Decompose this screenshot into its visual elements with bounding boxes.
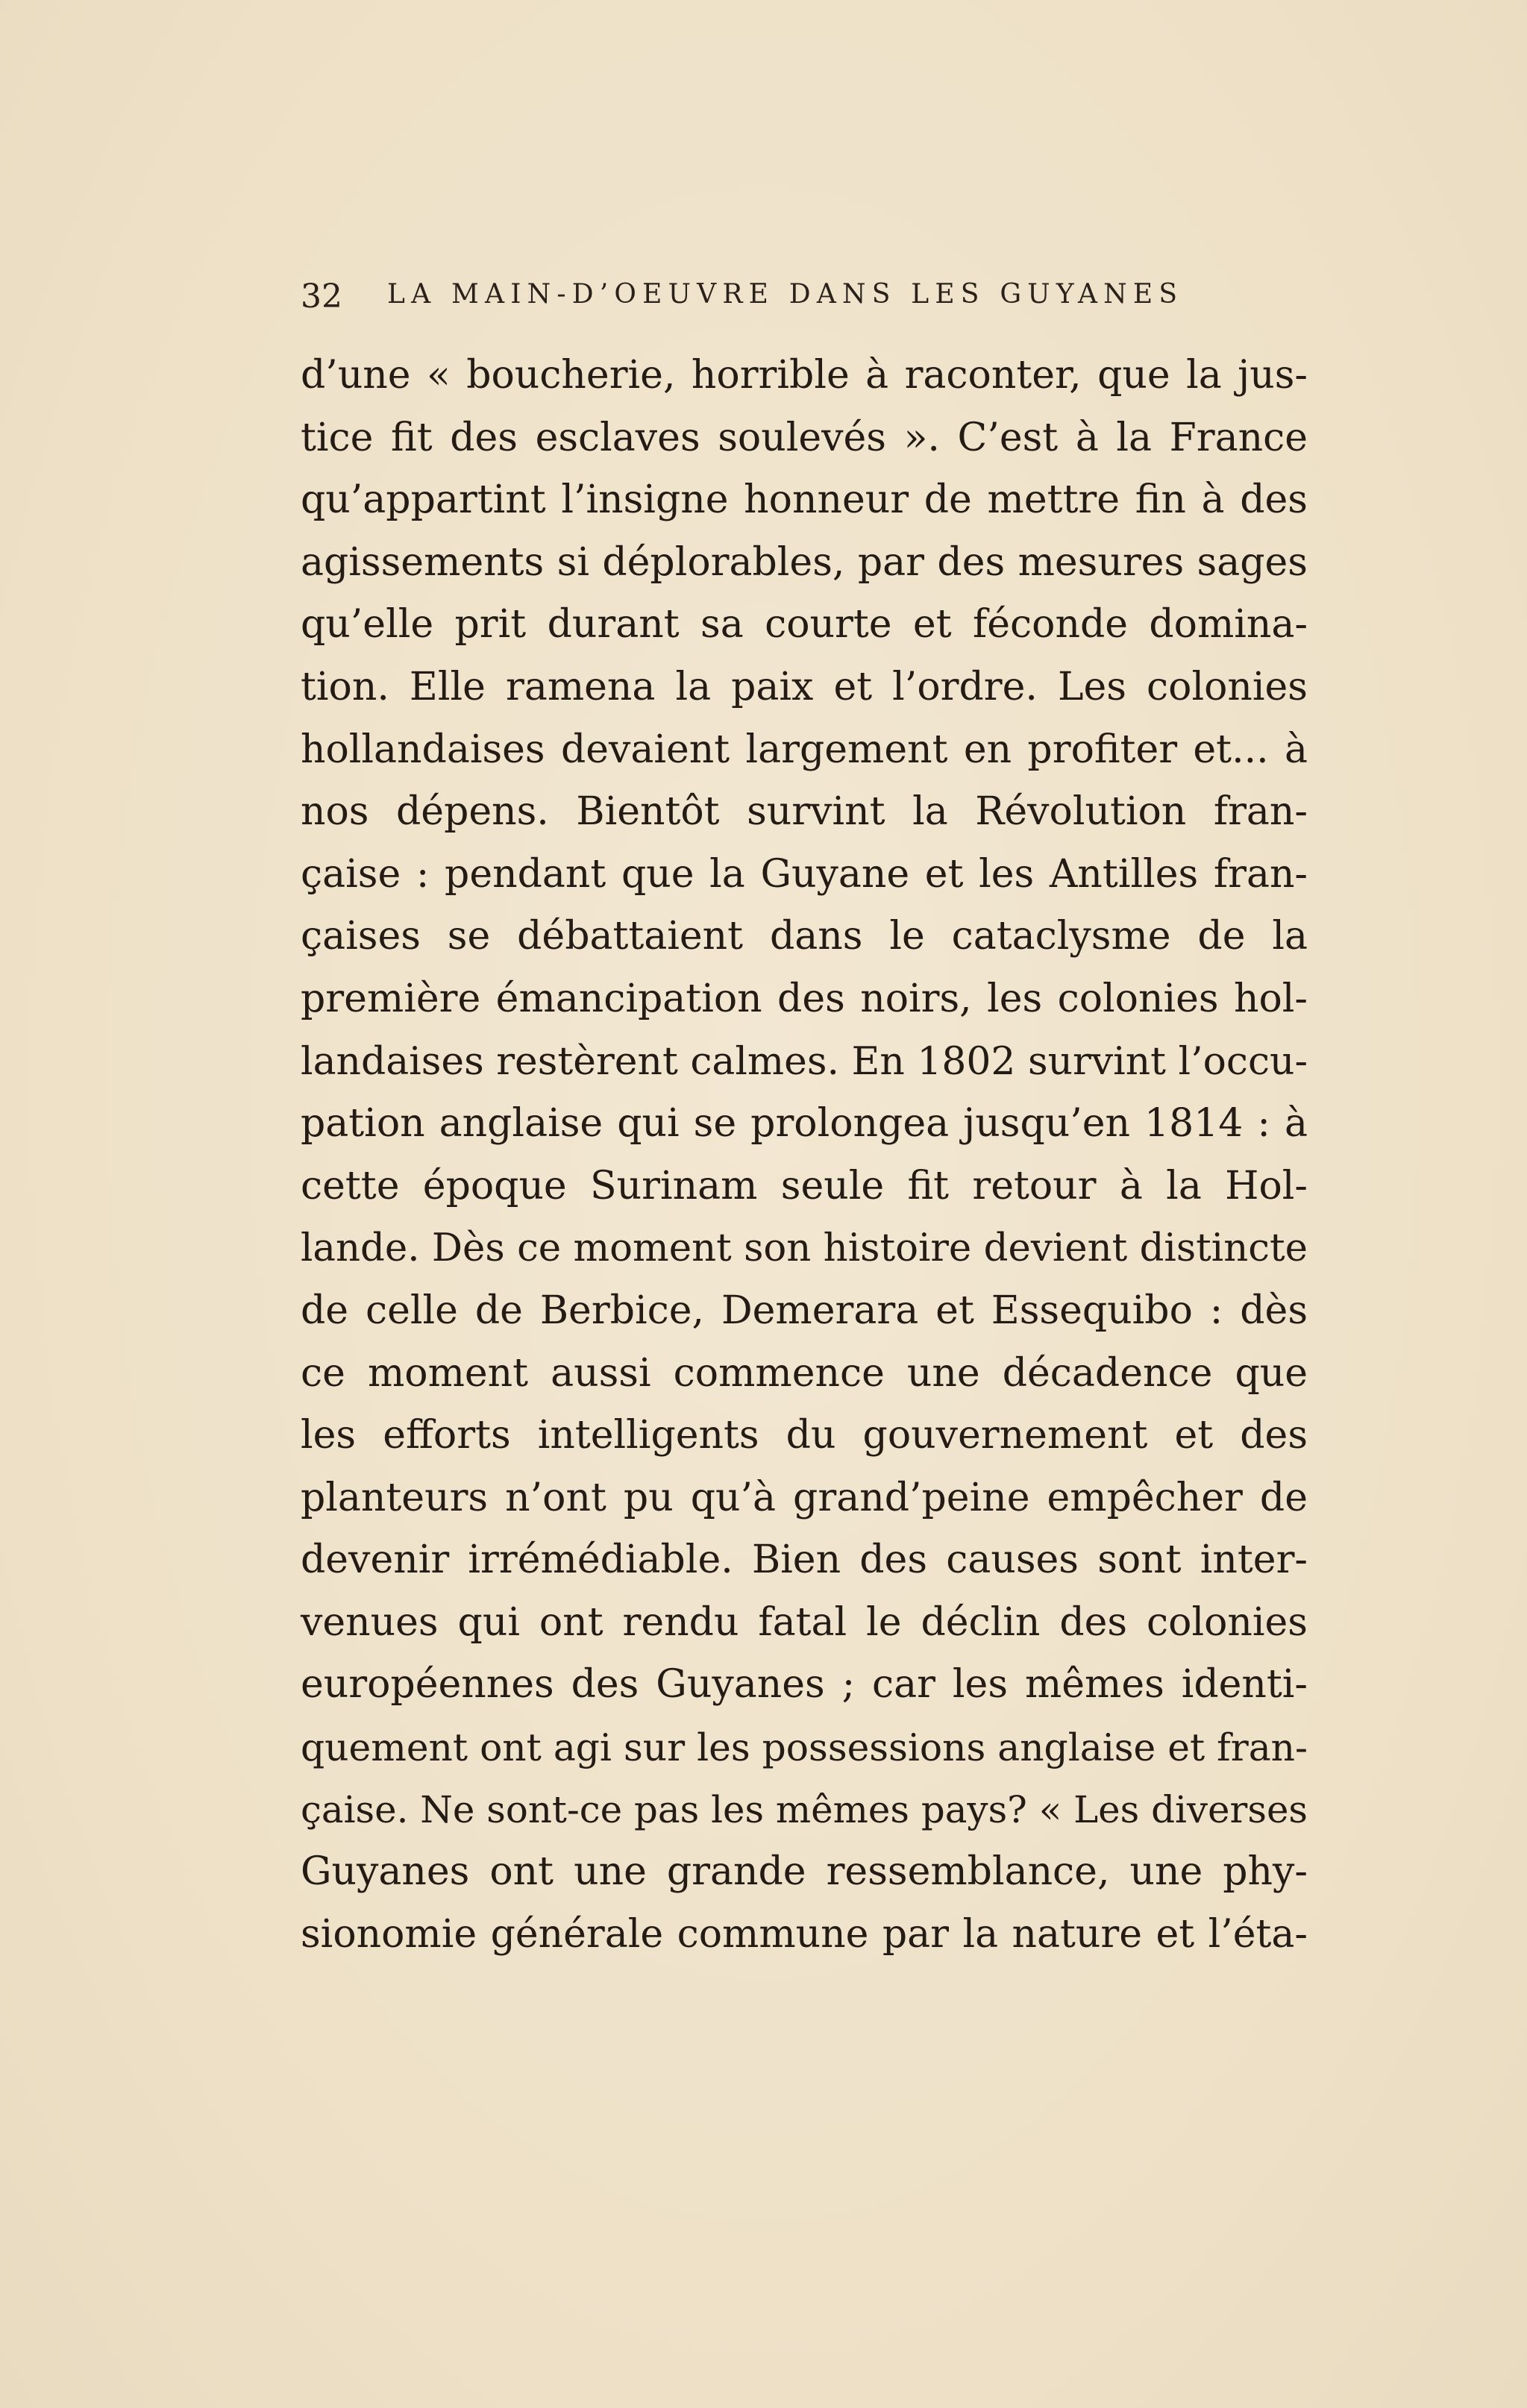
running-header — [301, 278, 1226, 322]
text-line: pation anglaise qui se prolongea jusqu’en 1814 : à — [301, 1101, 1308, 1147]
text-line: çaise. Ne sont-ce pas les mêmes pays? « Les diverses — [301, 1787, 1308, 1831]
page-number: 32 — [301, 278, 342, 316]
text-line: tice fit des esclaves soulevés ». C’est à la France — [301, 415, 1308, 460]
text-line: devenir irrémédiable. Bien des causes sont inter- — [301, 1537, 1308, 1583]
text-line: ce moment aussi commence une décadence que — [301, 1350, 1308, 1396]
text-line: cette époque Surinam seule fit retour à la Hol- — [301, 1163, 1308, 1208]
text-line: lande. Dès ce moment son histoire devient distincte — [301, 1226, 1308, 1271]
text-line: sionomie générale commune par la nature et l’éta- — [301, 1911, 1308, 1957]
text-line: quement ont agi sur les possessions anglaise et fran- — [301, 1725, 1308, 1770]
text-line: tion. Elle ramena la paix et l’ordre. Les colonies — [301, 664, 1308, 709]
text-line: venues qui ont rendu fatal le déclin des colonies — [301, 1599, 1308, 1645]
text-line: landaises restèrent calmes. En 1802 survint l’occu- — [301, 1038, 1308, 1084]
text-line: qu’elle prit durant sa courte et féconde domina- — [301, 602, 1308, 648]
text-line: les efforts intelligents du gouvernement et des — [301, 1413, 1308, 1458]
text-line: européennes des Guyanes ; car les mêmes identi- — [301, 1662, 1308, 1708]
text-line: hollandaises devaient largement en profiter et... à — [301, 727, 1308, 772]
running-title: LA MAIN-D’OEUVRE DANS LES GUYANES — [387, 279, 1184, 310]
body-text — [301, 345, 1308, 1966]
text-line: nos dépens. Bientôt survint la Révolution fran- — [301, 789, 1308, 835]
text-line: Guyanes ont une grande ressemblance, une phy- — [301, 1849, 1308, 1895]
text-line: d’une « boucherie, horrible à raconter, que la jus- — [301, 353, 1308, 398]
text-line: de celle de Berbice, Demerara et Essequibo : dès — [301, 1288, 1308, 1333]
text-line: agissements si déplorables, par des mesures sages — [301, 539, 1308, 585]
text-line: qu’appartint l’insigne honneur de mettre fin à des — [301, 477, 1308, 523]
text-line: planteurs n’ont pu qu’à grand’peine empêcher de — [301, 1475, 1308, 1520]
text-line: çaises se débattaient dans le cataclysme de la — [301, 914, 1308, 959]
text-line: çaise : pendant que la Guyane et les Antilles fran- — [301, 851, 1308, 897]
text-line: première émancipation des noirs, les colonies hol- — [301, 976, 1308, 1021]
